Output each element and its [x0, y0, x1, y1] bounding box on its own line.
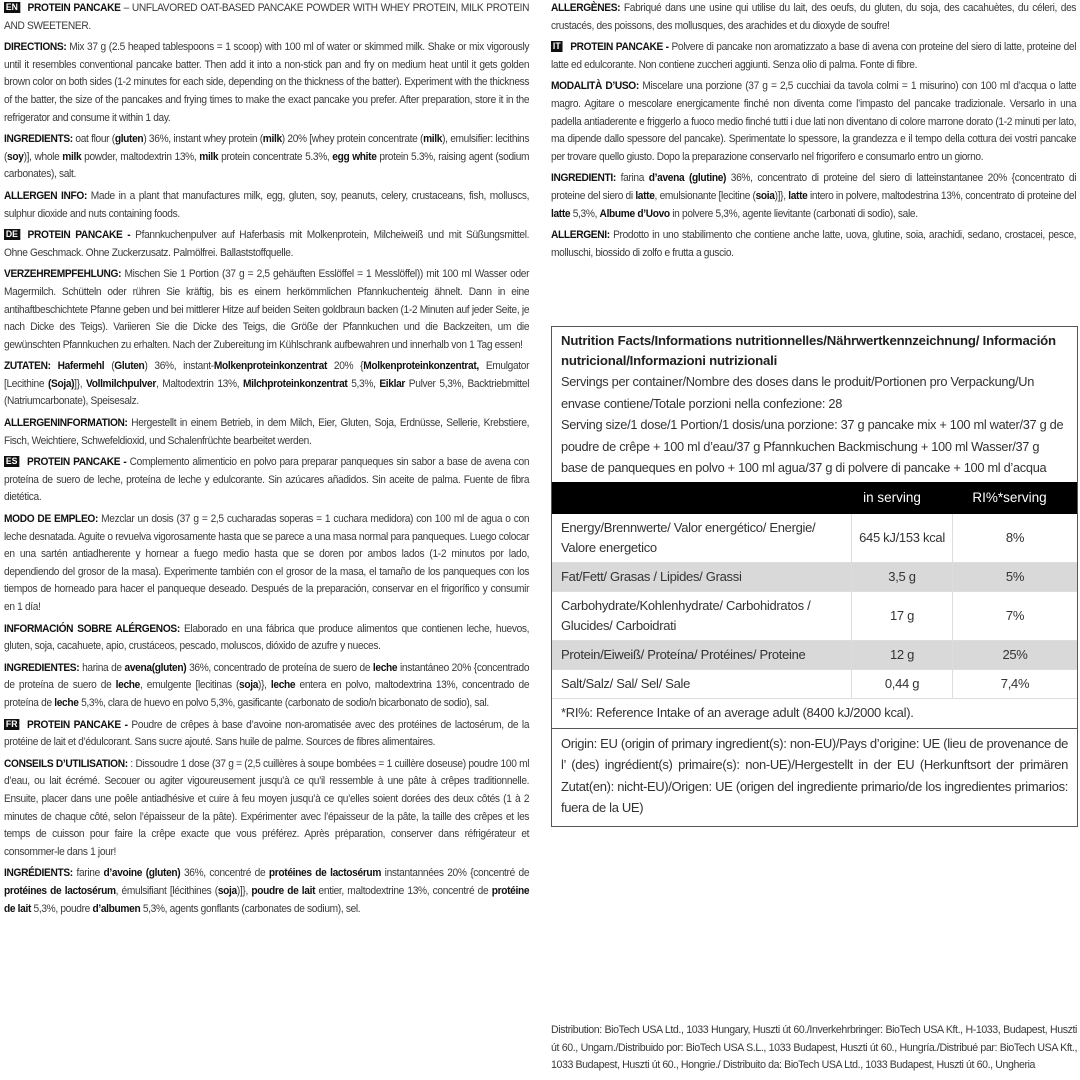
ingredient-text: protein 5.3%, raising agent (sodium carbonates), salt. — [4, 150, 530, 181]
allergen-highlight: soja — [239, 679, 259, 692]
ingredient-text: , emulgente [lecitinas ( — [139, 679, 240, 692]
allergen-highlight: Milchproteinkonzentrat — [242, 377, 348, 390]
fr-ingredients-text — [4, 867, 529, 914]
fr-ingredients-label: INGRÉDIENTS: — [4, 867, 73, 880]
ingredient-text: entier, maltodextrine 13%, concentré de — [315, 884, 492, 897]
de-ingredients — [4, 358, 529, 411]
en-language-badge: EN — [5, 2, 18, 12]
fr-directions — [4, 756, 529, 862]
ingredient-text: Pulver 5,3%, Backtriebmittel (Natriumcarbonate), Speisesalz. — [4, 377, 530, 408]
fr-allergen — [551, 0, 1076, 35]
ingredient-text: 5,3%, — [347, 377, 380, 390]
ingredient-text: , emulsionante [lecitine ( — [654, 189, 756, 202]
es-allergen — [4, 621, 529, 656]
es-allergen-label: INFORMACIÓN SOBRE ALÉRGENOS: — [4, 622, 180, 635]
es-product-desc: Complemento alimenticio en polvo para preparar panqueques sin sabor a base de avena con proteína de suero de leche, proteína de leche y edulcorante. Sin azúcares añadidos. Sin aceite de palma. Fuente de fibra dietética. — [4, 456, 530, 504]
en-product-desc: – UNFLAVORED OAT-BASED PANCAKE POWDER WITH WHEY PROTEIN, MILK PROTEIN AND SWEETENER. — [4, 2, 530, 32]
en-allergen — [4, 188, 529, 223]
allergen-highlight: Vollmilchpulver — [86, 377, 156, 390]
en-ingredients — [4, 131, 529, 184]
ingredient-text: 36%, concentrato di proteine del siero di latteinstantanee 20% {concentrato di proteine del siero di — [551, 172, 1077, 202]
de-directions-text: Mischen Sie 1 Portion (37 g = 2,5 gehäuften Esslöffel = 1 Messlöffel)) mit 100 ml Wasser oder Magermilch. Schütteln oder rühren Sie kräftig, bis es einem herkömmlichen Pfannkuchenteig ähnelt. Dann in eine antihaftbeschichtete Pfanne geben und bei mittlerer Hitze auf beiden Seiten goldbraun backen (1-2 Minuten auf jeder Seite, je nach Dicke des Teigs). Variieren Sie die Dicke des Teigs, die Größe der Pfannkuchen und die Backzeiten, um die gewünschten Pfannkuchen zu erhalten. Nach der Zubereitung im Kühlschrank aufbewahren und innerhalb von 1 Tag essen! — [4, 268, 530, 351]
allergen-highlight: gluten — [114, 133, 144, 146]
nutrient-value: 645 kJ/153 kcal — [852, 514, 953, 562]
allergen-highlight: soia — [755, 189, 775, 202]
nutrition-row — [552, 563, 1077, 592]
es-language-badge: ES — [5, 456, 18, 467]
de-product-intro — [4, 227, 529, 262]
fr-directions-text: : Dissoudre 1 dose (37 g = (2,5 cuillères à soupe bombées = 1 cuillère doseuse) poudre 100 ml d’eau, ou lait écrémé. Secouer ou agiter vigoureusement jusqu’à ce qu’il ressemble à une pâte à crêpes traditionnelle. Ensuite, placer dans une poêle antiadhésive et cuire à feu moyen jusqu’à ce qu’elles soient dorées des deux côtés (1 à 2 minutes de chaque côté, selon l’épaisseur de la pâte). Expérimenter avec l’épaisseur de la pâte, la taille des crêpes et les temps de cuisson pour faire la crêpe exacte que vous préférez. Après préparation, conserver dans réfrigérateur et consommer-le dans 1 jour! — [4, 757, 530, 858]
nutrition-header-row — [552, 482, 1077, 514]
it-allergen-text: Prodotto in uno stabilimento che contiene anche latte, uova, glutine, soia, arachidi, sedano, crostacei, pesce, molluschi, biossido di zolfo e frutta a guscio. — [551, 229, 1077, 259]
allergen-highlight: protéines de lactosérum — [268, 867, 382, 880]
nutrient-name: Salt/Salz/ Sal/ Sel/ Sale — [552, 670, 852, 698]
nutrient-value: 12 g — [852, 641, 953, 669]
it-language-badge: IT — [552, 41, 561, 52]
en-directions-label: DIRECTIONS: — [4, 41, 67, 54]
left-column — [4, 0, 530, 922]
ingredient-text: 36%, concentré de — [180, 867, 269, 880]
nutrition-row — [552, 514, 1077, 563]
fr-product-intro — [4, 717, 529, 752]
es-ingredients — [4, 660, 529, 713]
it-directions-label: MODALITÀ D’USO: — [551, 80, 639, 93]
allergen-highlight: soja — [217, 884, 237, 897]
nutrient-ri: 7,4% — [1000, 676, 1030, 691]
serving-size: Serving size/1 dose/1 Portion/1 dosis/una porzione: 37 g pancake mix + 100 ml water/37 g de poudre de crêpe + 100 ml d’eau/37 g Pfannkuchen Backmischung + 100 ml Wasser/37 g base de panqueques en polvo + 100 ml agua/37 g di polvere di pancake + 100 ml d’acqua — [561, 417, 1064, 475]
allergen-highlight: egg white — [332, 150, 377, 163]
nutrient-ri: 25% — [1002, 647, 1028, 662]
allergen-highlight: (Soja) — [47, 377, 75, 390]
nutrition-row — [552, 670, 1077, 699]
ingredient-text: oat flour ( — [72, 133, 115, 146]
allergen-highlight: d’albumen — [92, 902, 141, 915]
ingredient-text: intero in polvere, maltodestrina 13%, concentrato di proteine del — [807, 189, 1077, 202]
right-column — [551, 0, 1077, 266]
en-product-intro — [4, 0, 529, 35]
allergen-highlight: leche — [115, 679, 140, 692]
allergen-highlight: d’avoine (gluten) — [103, 867, 181, 880]
en-ingredients-label: INGREDIENTS: — [4, 133, 73, 146]
de-allergen-label: ALLERGENINFORMATION: — [4, 417, 128, 430]
nutrient-ri: 7% — [1005, 608, 1025, 623]
it-product-intro — [551, 39, 1076, 74]
es-ingredients-label: INGREDIENTES: — [4, 661, 80, 674]
it-directions — [551, 78, 1076, 166]
it-directions-text: Miscelare una porzione (37 g = 2,5 cucchiai da tavola colmi = 1 misurino) con 100 ml d’acqua o latte magro. Agitare o mescolare energicamente finché non diventa come l’impasto del pancake tradizionale. Versarlo in una padella antiaderente e friggerlo a fuoco medio finché tutti i due lati non diventano di colore marrone dorato (1-2 minuti per lato, ma dipende dallo spessore del pancake). Sperimentate lo spessore, la grandezza e il tempo della cottura dei vostri pancake per trovare quello giusto. Dopo la preparazione conservarlo nel frigorifero e consumarlo entro un giorno. — [551, 80, 1077, 163]
nutrition-rows — [552, 514, 1077, 699]
ingredient-text: )], whole — [23, 150, 63, 163]
allergen-highlight: leche — [372, 661, 398, 674]
en-allergen-text: Made in a plant that manufactures milk, egg, gluten, soy, peanuts, celery, crustaceans, fish, molluscs, sulphur dioxide and nuts containing foods. — [4, 189, 530, 220]
it-product-desc: Polvere di pancake non aromatizzato a base di avena con proteine del siero di latte, proteine del latte ed edulcorante. Non contiene zuccheri aggiunti. Senza olio di palma. Fonte di fibre. — [551, 41, 1077, 71]
it-ingredients-text — [551, 172, 1076, 219]
ingredient-text: ) 36%, instant- — [144, 360, 214, 373]
es-directions-text: Mezclar un dosis (37 g = 2,5 cucharadas soperas = 1 cuchara medidora) con 100 ml de agua o con leche desnatada. Aguite o revuelva vigorosamente hasta que se parece a una masa normal para panqueques. Luego colocar en una sartén antiadherente y hornear a fuego medio hasta que se doren por ambos lados (1-2 minutos por lado, dependiendo del grosor de la masa). Experimente también con el grosor de la masa, el tamaño de los panqueques con los tiempos de horneado para hacer el panqueque deseado. Después de la preparación, conservar en el frigorífico y consumir en 1 día! — [4, 513, 530, 613]
ingredient-text: )}, — [258, 679, 271, 692]
ingredient-text: instantannées 20% {concentré de — [381, 867, 530, 880]
ingredient-text: )]}, — [236, 884, 252, 897]
ingredient-text: , émulsifiant [lécithines ( — [115, 884, 218, 897]
nutrient-name: Fat/Fett/ Grasas / Lipides/ Grassi — [552, 563, 852, 591]
fr-directions-label: CONSEILS D’UTILISATION: — [4, 757, 128, 770]
es-product-intro — [4, 454, 529, 507]
ingredient-text: 20% { — [327, 360, 364, 373]
allergen-highlight: Molkenproteinkonzentrat, — [363, 360, 479, 373]
de-directions-label: VERZEHREMPFEHLUNG: — [4, 268, 122, 281]
ingredient-text: instantáneo 20% {concentrado de proteína de suero de — [4, 661, 530, 692]
nutrient-ri: 5% — [1005, 569, 1025, 584]
nutrition-title: Nutrition Facts/Informations nutritionnelles/Nährwertkennzeichnung/ Información nutricional/Informazioni nutrizionali — [561, 333, 1056, 368]
es-directions-label: MODO DE EMPLEO: — [4, 513, 99, 526]
allergen-highlight: protéines de lactosérum — [4, 884, 116, 897]
distribution-info: Distribution: BioTech USA Ltd., 1033 Hungary, Huszti út 60./Inverkehrbringer: BioTech USA Kft., H-1033, Budapest, Huszti út 60., Ungarn./Distribuido por: BioTech USA S.L., 1033 Budapest, Huszti út 60., Hungría./Distribué par: BioTech USA Kft., 1033 Budapest, Huszti út 60., Hongrie./ Distribuito da: BioTech USA Ltd., 1033 Budapest, Huszti út 60., Ungheria — [551, 1024, 1077, 1071]
it-product-name: PROTEIN PANCAKE - — [570, 41, 669, 54]
nutrient-name: Energy/Brennwerte/ Valor energético/ Energie/ Valore energetico — [552, 514, 852, 562]
ingredient-text: farine — [72, 867, 104, 880]
ingredient-text: protein concentrate 5.3%, — [218, 150, 333, 163]
es-product-name: PROTEIN PANCAKE - — [27, 456, 127, 469]
allergen-highlight: milk — [199, 150, 219, 163]
de-allergen-text: Hergestellt in einem Betrieb, in dem Milch, Eier, Gluten, Soja, Erdnüsse, Sellerie, Krebstiere, Fisch, Weichtiere, Schwefeldioxid, und Schalenfrüchte bearbeitet werden. — [4, 417, 530, 447]
allergen-highlight: d’avena (glutine) — [648, 172, 727, 185]
ri-footnote: *RI%: Reference Intake of an average adult (8400 kJ/2000 kcal). — [552, 699, 1077, 729]
nutrition-facts-table — [551, 326, 1078, 827]
ingredient-text: ), emulsifier: lecithins ( — [4, 133, 530, 163]
nutrient-value: 17 g — [852, 592, 953, 640]
nutrition-row — [552, 592, 1077, 641]
ingredient-text: ]}, — [74, 377, 87, 390]
allergen-highlight: Albume d’Uovo — [599, 207, 670, 220]
ingredient-text: )]}, — [774, 189, 789, 202]
ri-header: RI%*serving — [972, 490, 1047, 505]
fr-allergen-text: Fabriqué dans une usine qui utilise du lait, des oeufs, du gluten, du soja, des cacahuètes, du céleri, des crustacés, des poissons, des mollusques, des arachides et du dioxyde de soufre! — [551, 2, 1077, 32]
ingredient-text: in polvere 5,3%, agente lievitante (carbonati di sodio), sale. — [669, 207, 918, 220]
ingredient-text — [51, 360, 58, 372]
nutrient-name: Protein/Eiweiß/ Proteína/ Protéines/ Proteine — [552, 641, 852, 669]
origin-statement: Origin: EU (origin of primary ingredient(s): non-EU)/Pays d’origine: UE (lieu de provenance de l’ (des) ingrédient(s) primaire(s): non-UE)/Hergestellt in der EU (Herkunftsort der primären Zutat(en): nicht-EU)/Origen: UE (origen del ingrediente primario/de los ingredientes primarios: fuera de la UE) — [561, 735, 1068, 815]
allergen-highlight: protéine de lait — [4, 884, 530, 915]
it-ingredients-label: INGREDIENTI: — [551, 172, 616, 185]
ingredient-text: 5,3%, agents gonflants (carbonates de sodium), sel. — [140, 902, 361, 915]
allergen-highlight: milk — [423, 133, 443, 146]
allergen-highlight: Hafermehl — [57, 360, 105, 373]
de-product-desc: Pfannkuchenpulver auf Haferbasis mit Molkenprotein, Milcheiweiß und mit Süßungsmittel. Ohne Geschmack. Ohne Zuckerzusatz. Palmölfrei. Ballaststoffquelle. — [4, 229, 530, 259]
allergen-highlight: Eiklar — [379, 377, 406, 390]
allergen-highlight: milk — [62, 150, 82, 163]
allergen-highlight: leche — [270, 679, 296, 692]
en-directions — [4, 39, 529, 127]
fr-allergen-label: ALLERGÈNES: — [551, 2, 621, 14]
de-ingredients-text — [4, 360, 529, 407]
fr-ingredients — [4, 865, 529, 918]
fr-language-badge: FR — [5, 718, 18, 729]
allergen-highlight: Molkenproteinkonzentrat — [213, 360, 328, 373]
in-serving-header: in serving — [863, 490, 921, 505]
allergen-highlight: avena(gluten) — [124, 661, 187, 674]
en-directions-text: Mix 37 g (2.5 heaped tablespoons = 1 scoop) with 100 ml of water or skimmed milk. Shake or mix vigorously until it resembles conventional pancake batter. Then add it into a non-stick pan and fry on medium heat until it gets golden brown color on both sides (1-2 minutes for each side, depending on the thickness of the batter). Experiment with the thickness of the batter, the size of the pancakes and frying times to make the exact pancake you prefer. After preparation, store it in the refrigerator and consume it within 1 day. — [4, 41, 530, 124]
fr-product-desc: Poudre de crêpes à base d’avoine non-aromatisée avec des protéines de lactosérum, de la protéine de lait et d’édulcorant. Sans sucre ajouté. Sans huile de palme. Sources de fibres alimentaires. — [4, 718, 530, 749]
nutrient-ri: 8% — [1005, 530, 1025, 545]
nutrition-row — [552, 641, 1077, 670]
en-ingredients-text — [4, 133, 529, 180]
de-language-badge: DE — [5, 229, 18, 240]
fr-product-name: PROTEIN PANCAKE - — [27, 718, 128, 731]
nutrient-name: Carbohydrate/Kohlenhydrate/ Carbohidratos / Glucides/ Carboidrati — [552, 592, 852, 640]
ingredient-text: ) 36%, instant whey protein ( — [143, 133, 263, 146]
ingredient-text: powder, maltodextrin 13%, — [81, 150, 200, 163]
ingredient-text: ( — [104, 360, 115, 373]
ingredient-text: ) 20% [whey protein concentrate ( — [281, 133, 424, 146]
servings-per-container: Servings per container/Nombre des doses dans le produit/Portionen pro Verpackung/Un envase contiene/Totale porzioni nella confezione: 28 — [561, 374, 1035, 411]
ingredient-text: 5,3%, — [570, 207, 600, 220]
de-product-name: PROTEIN PANCAKE - — [27, 229, 131, 242]
es-ingredients-text — [4, 662, 529, 709]
it-allergen-label: ALLERGENI: — [551, 229, 610, 242]
allergen-highlight: Gluten — [114, 360, 145, 373]
nutrient-value: 3,5 g — [852, 563, 953, 591]
es-allergen-text: Elaborado en una fábrica que produce alimentos que contienen leche, huevos, gluten, soja, cacahuete, apio, crustáceos, pescado, moluscos, dióxido de azufre y nueces. — [4, 622, 530, 653]
allergen-highlight: latte — [788, 189, 808, 202]
ingredient-text: harina de — [79, 661, 125, 674]
allergen-highlight: soy — [7, 150, 24, 163]
es-directions — [4, 511, 529, 617]
nutrient-value: 0,44 g — [852, 670, 953, 698]
allergen-highlight: poudre de lait — [251, 884, 316, 897]
it-ingredients — [551, 170, 1076, 223]
ingredient-text: 5,3%, clara de huevo en polvo 5,3%, gasificante (carbonato de sodio/n bicarbonato de sodio), sal. — [78, 696, 489, 709]
ingredient-text: 5,3%, poudre — [31, 902, 93, 915]
en-allergen-label: ALLERGEN INFO: — [4, 189, 88, 202]
ingredient-text: farina — [615, 172, 649, 185]
allergen-highlight: latte — [551, 207, 571, 220]
de-ingredients-label: ZUTATEN: — [4, 360, 51, 373]
de-directions — [4, 266, 529, 354]
it-allergen — [551, 227, 1076, 262]
ingredient-text: entera en polvo, maltodextrina 13%, concentrado de proteína de — [4, 679, 530, 709]
de-allergen — [4, 415, 529, 450]
allergen-highlight: milk — [262, 133, 282, 146]
ingredient-text: , Maltodextrin 13%, — [155, 377, 243, 390]
en-product-name: PROTEIN PANCAKE — [27, 2, 121, 14]
ingredient-text: 36%, concentrado de proteína de suero de — [186, 661, 373, 674]
ingredient-text: Emulgator [Lecithine — [4, 360, 530, 390]
allergen-highlight: leche — [54, 696, 79, 709]
allergen-highlight: latte — [635, 189, 655, 202]
